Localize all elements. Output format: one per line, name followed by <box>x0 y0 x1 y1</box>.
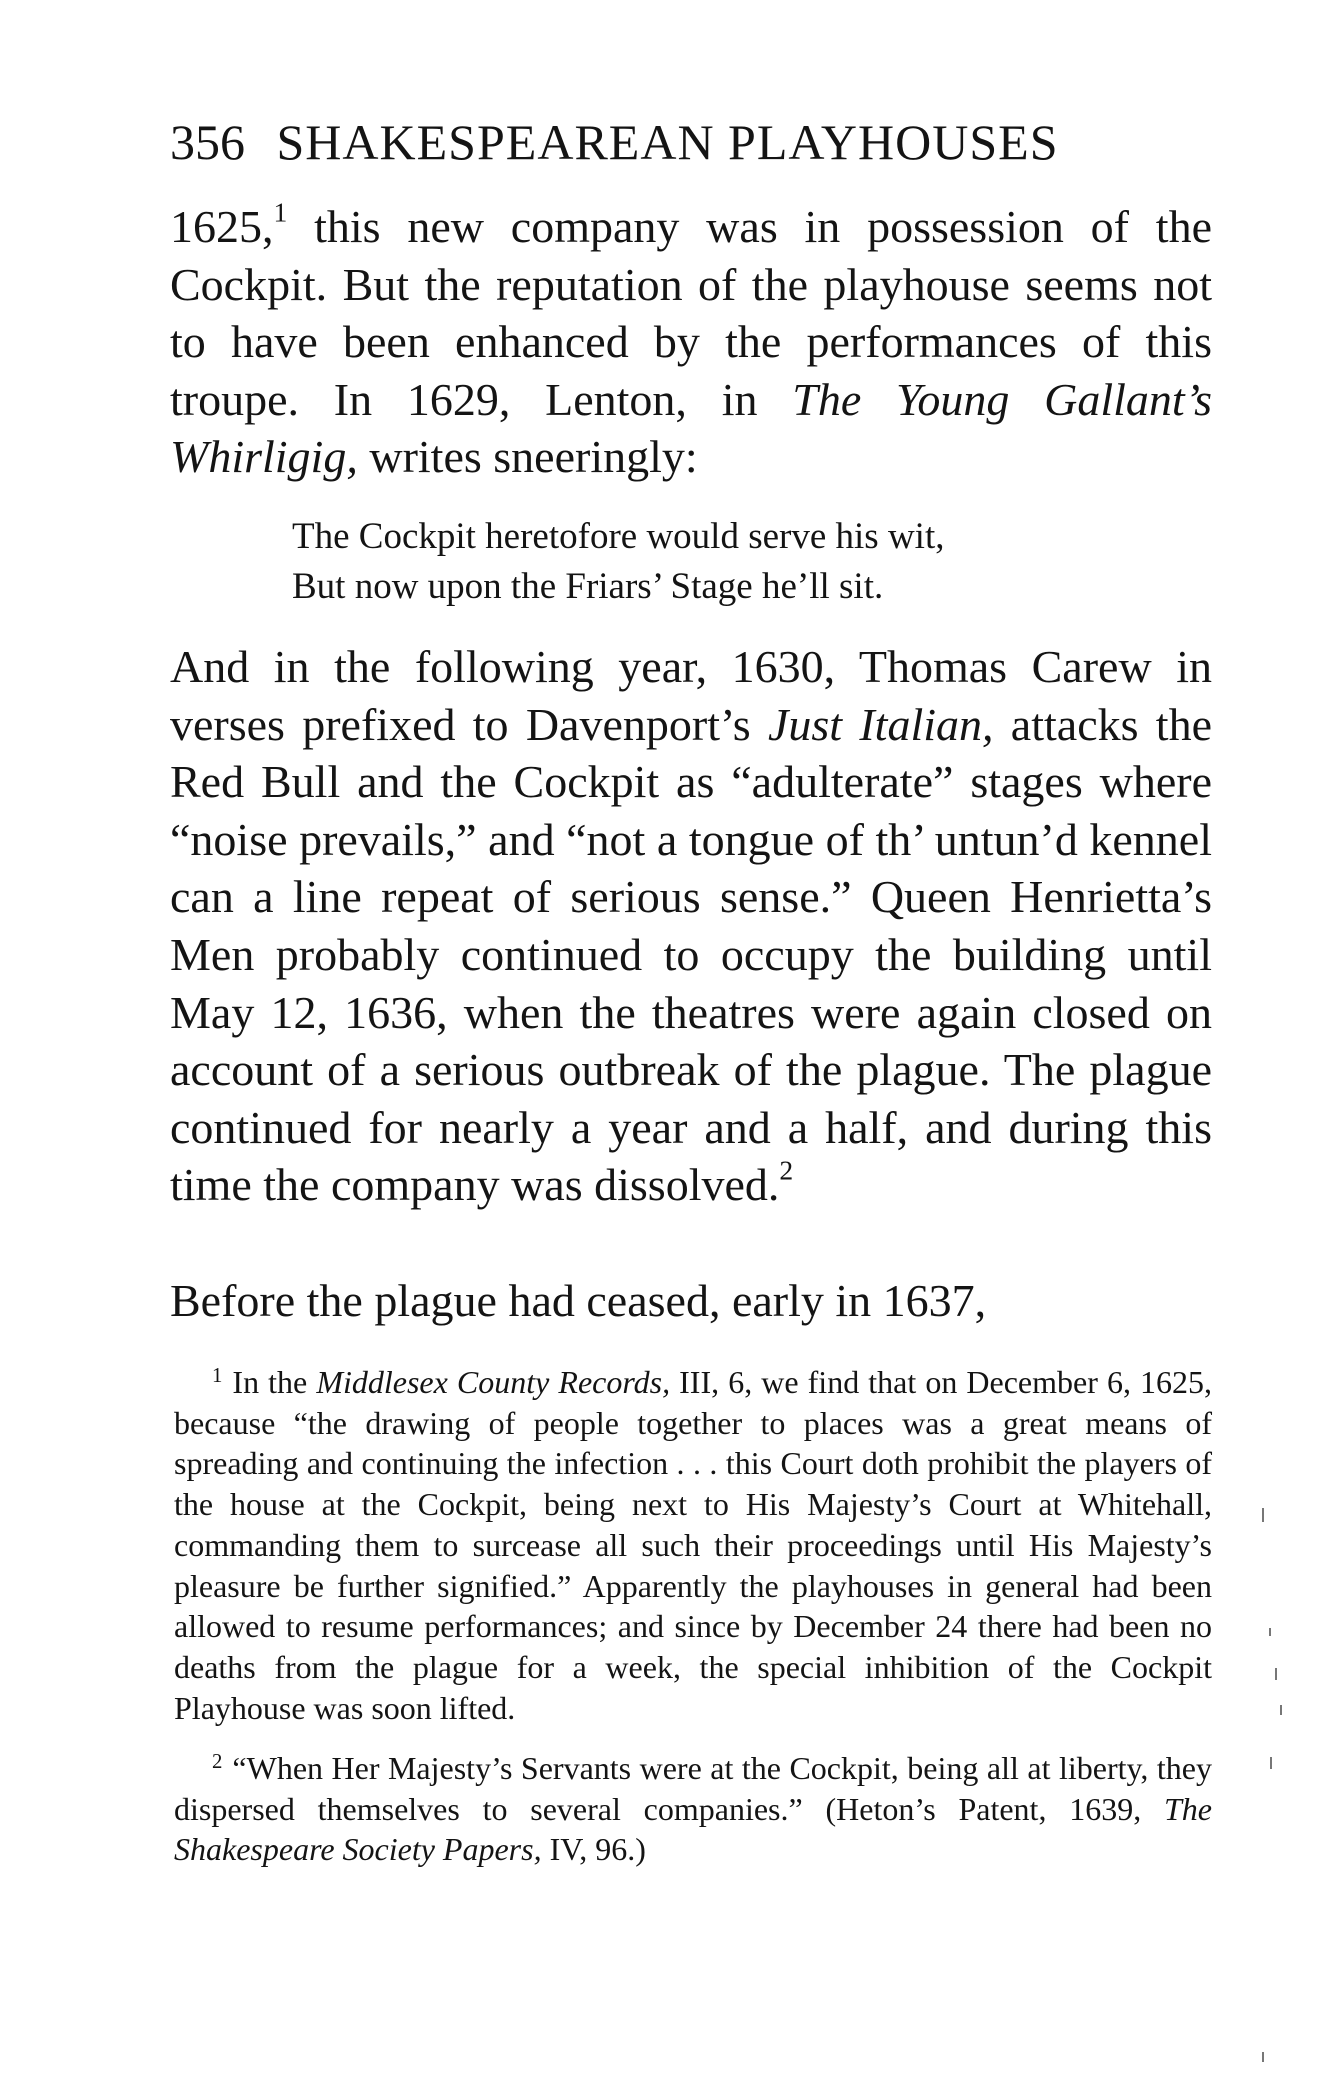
page-number: 356 <box>170 114 245 170</box>
footnote-2 <box>174 1748 1212 1870</box>
footnote-ref-1[interactable]: 1 <box>273 196 288 228</box>
scan-margin-mark <box>1262 1508 1264 1522</box>
work-title: The Young Gallant’s Whirligig, <box>170 373 1212 483</box>
text-run: III, 6, we find that on December 6, 1625, because “the drawing of people together to places was a great means of spreading and continuing the infection . . . this Court doth prohibit the players of the house at the Cockpit, being next to His Majesty’s Court at Whitehall, commanding them to surcease all such their proceedings until His Majesty’s pleasure be further signified.” Apparently the playhouses in general had been allowed to resume performances; and since by December 24 there had been no deaths from the plague for a week, the special inhibition of the Cockpit Playhouse was soon lifted. <box>174 1364 1213 1726</box>
scan-margin-mark <box>1280 1705 1282 1715</box>
work-title: Just Italian, <box>767 698 994 750</box>
footnote-marker: 2 <box>212 1749 223 1773</box>
work-title: The Shakespeare Society Papers, <box>174 1790 1212 1868</box>
verse-line-1: The Cockpit heretofore would serve his wit, <box>292 516 945 557</box>
scan-margin-mark <box>1270 1757 1272 1769</box>
text-run: In the <box>232 1364 317 1400</box>
footnote-marker: 1 <box>212 1363 223 1387</box>
scan-margin-mark <box>1269 1628 1271 1636</box>
text-run: IV, 96.) <box>541 1831 646 1868</box>
text-run: attacks the Red Bull and the Cockpit as “adulterate” stages where “noise prevails,” and “not a tongue of th’ untun’d kennel can a line repeat of serious sense.” Queen Henrietta’s Men probably continued to occupy the building until May 12, 1636, when the theatres were again closed on account of a serious outbreak of the plague. The plague continued for nearly a year and a half, and during this time the company was dissolved. <box>170 698 1212 1211</box>
verse-quotation <box>292 512 944 612</box>
verse-line-2: But now upon the Friars’ Stage he’ll sit. <box>292 566 884 607</box>
paragraph-cockpit-company <box>170 198 1212 486</box>
footnote-1 <box>174 1362 1212 1728</box>
scan-margin-mark <box>1262 2052 1264 2062</box>
work-title: Middlesex County Records, <box>316 1364 671 1400</box>
text-run: this new company was in possession of the Cockpit. But the reputation of the playhouse seems not to have been enhanced by the performances of this troupe. In 1629, Lenton, in <box>170 201 1212 425</box>
text-run: writes sneeringly: <box>357 431 698 483</box>
running-head <box>170 112 1150 172</box>
footnote-ref-2[interactable]: 2 <box>779 1154 794 1186</box>
running-title: SHAKESPEAREAN PLAYHOUSES <box>276 114 1059 170</box>
text-run: 1625, <box>170 201 274 252</box>
paragraph-plague-ceased <box>170 1272 1212 1330</box>
text-run: Before the plague had ceased, early in 1637, <box>170 1275 987 1326</box>
paragraph-carew-verses <box>170 638 1212 1214</box>
text-run: And in the following year, 1630, Thomas Carew in verses prefixed to Davenport’s <box>170 641 1212 750</box>
text-run: “When Her Majesty’s Servants were at the Cockpit, being all at liberty, they dispersed themselves to several companies.” (Heton’s Patent, 1639, <box>174 1750 1212 1827</box>
scan-margin-mark <box>1275 1668 1277 1680</box>
